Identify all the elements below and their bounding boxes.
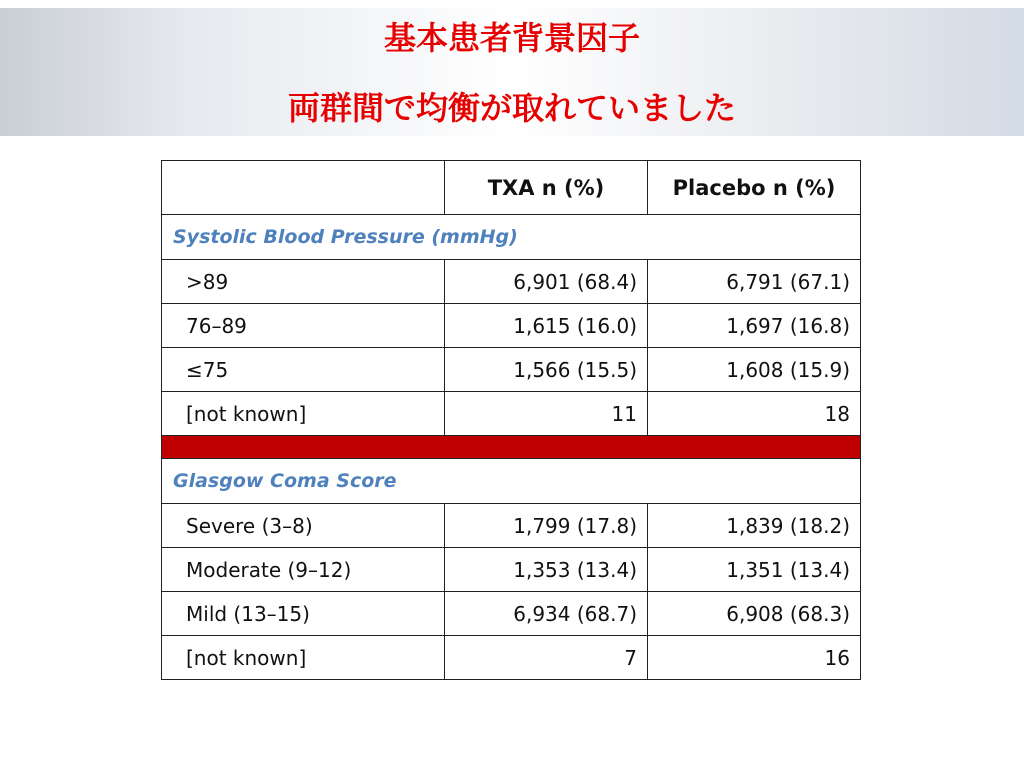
table-row [162, 504, 861, 548]
table-row [162, 392, 861, 436]
txa-value: 1,615 (16.0) [445, 304, 648, 348]
section-row-systolic-bp [162, 215, 861, 260]
header-cell-blank [162, 161, 445, 215]
row-label: [not known] [162, 636, 445, 680]
row-label: [not known] [162, 392, 445, 436]
slide-title: 基本患者背景因子 [383, 19, 640, 57]
header-cell-txa: TXA n (%) [445, 161, 648, 215]
placebo-value: 16 [648, 636, 861, 680]
section-label: Glasgow Coma Score [162, 459, 861, 504]
table-row [162, 636, 861, 680]
placebo-value: 1,351 (13.4) [648, 548, 861, 592]
placebo-value: 1,608 (15.9) [648, 348, 861, 392]
row-label: >89 [162, 260, 445, 304]
row-label: 76–89 [162, 304, 445, 348]
table-row [162, 548, 861, 592]
placebo-value: 18 [648, 392, 861, 436]
slide-subtitle: 両群間で均衡が取れていました [287, 89, 736, 127]
row-label: Severe (3–8) [162, 504, 445, 548]
section-divider [162, 436, 861, 459]
row-label: Mild (13–15) [162, 592, 445, 636]
txa-value: 11 [445, 392, 648, 436]
section-row-glasgow-coma-score [162, 459, 861, 504]
table-row [162, 348, 861, 392]
header-cell-placebo: Placebo n (%) [648, 161, 861, 215]
table-header-row [162, 161, 861, 215]
placebo-value: 1,839 (18.2) [648, 504, 861, 548]
placebo-value: 6,908 (68.3) [648, 592, 861, 636]
txa-value: 6,901 (68.4) [445, 260, 648, 304]
row-label: Moderate (9–12) [162, 548, 445, 592]
txa-value: 6,934 (68.7) [445, 592, 648, 636]
table-row [162, 592, 861, 636]
table-row [162, 304, 861, 348]
placebo-value: 6,791 (67.1) [648, 260, 861, 304]
txa-value: 1,353 (13.4) [445, 548, 648, 592]
row-label: ≤75 [162, 348, 445, 392]
placebo-value: 1,697 (16.8) [648, 304, 861, 348]
txa-value: 1,566 (15.5) [445, 348, 648, 392]
table-row [162, 260, 861, 304]
patient-characteristics-table [161, 160, 861, 680]
txa-value: 7 [445, 636, 648, 680]
txa-value: 1,799 (17.8) [445, 504, 648, 548]
section-label: Systolic Blood Pressure (mmHg) [162, 215, 861, 260]
divider-bar [162, 436, 861, 459]
